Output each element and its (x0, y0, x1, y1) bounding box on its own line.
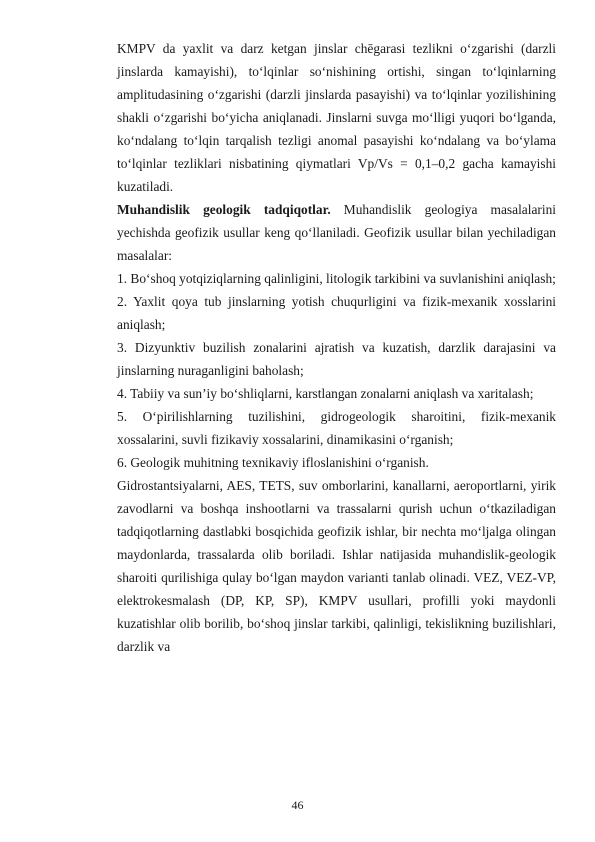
page-number: 46 (291, 798, 304, 812)
list-item-2: 2. Yaxlit qoya tub jinslarning yotish chuqurligini va fizik-mexanik xosslarini aniqlash; (117, 294, 556, 332)
paragraph-construction-surveys (117, 474, 556, 658)
list-item-1: 1. Bo‘shoq yotqiziqlarning qalinligini, litologik tarkibini va suvlanishini aniqlash; (117, 271, 556, 286)
list-item-4: 4. Tabiiy va sun’iy bo‘shliqlarni, karstlangan zonalarni aniqlash va xaritalash; (117, 386, 534, 401)
list-item-6: 6. Geologik muhitning texnikaviy ifloslanishini o‘rganish. (117, 455, 429, 470)
list-item (117, 267, 556, 290)
list-item-3: 3. Dizyunktiv buzilish zonalarini ajratish va kuzatish, darzlik darajasini va jinslarning nuraganligini baholash; (117, 340, 556, 378)
paragraph-engineering-geology (117, 198, 556, 267)
list-item (117, 336, 556, 382)
paragraph-kmpv-text: KMPV da yaxlit va darz ketgan jinslar chēgarasi tezlikni o‘zgarishi (darzli jinslarda kamayishi), to‘lqinlar so‘nishining ortishi, singan to‘lqinlarning amplitudasining o‘zgarishi (darzli jinslarda pasayishi) va to‘lqinlar yozilishining shakli o‘zgarishi bo‘yicha aniqlanadi. Jinslarni suvga mo‘lligi yuqori bo‘lganda, ko‘ndalang to‘lqin tarqalish tezligi anomal pasayishi ko‘ndalang va bo‘ylama to‘lqinlar tezliklari nisbatining qiymatlari Vp/Vs = 0,1–0,2 gacha kamayishi kuzatiladi. (117, 41, 556, 194)
list-item-5: 5. O‘pirilishlarning tuzilishini, gidrogeologik sharoitini, fizik-mexanik xossalarini, suvli fizikaviy xossalarini, dinamikasini o‘rganish; (117, 409, 556, 447)
paragraph-kmpv (117, 37, 556, 198)
paragraph-construction-surveys-text: Gidrostantsiyalarni, AES, TETS, suv omborlarini, kanallarni, aeroportlarni, yirik zavodlarni va boshqa inshootlarni va trassalarni qurish uchun o‘tkaziladigan tadqiqotlarning dastlabki bosqichida geofizik ishlar, bir nechta mo‘ljalga olingan maydonlarda, trassalarda olib boriladi. Ishlar natijasida muhandislik-geologik sharoiti qurilishiga qulay bo‘lgan maydon varianti tanlab olinadi. VEZ, VEZ-VP, elektrokesmalash (DP, KP, SP), KMPV usullari, profilli yoki maydonli kuzatishlar olib borilib, bo‘shoq jinslar tarkibi, qalinligi, tekislikning buzilishlari, darzlik va (117, 478, 556, 654)
body-text (117, 37, 556, 658)
section-heading-body: Muhandislik geologiya masalalarini yechishda geofizik usullar keng qo‘llaniladi. Geofizik usullar bilan yechiladigan masalalar: (117, 202, 556, 263)
section-heading: Muhandislik geologik tadqiqotlar. (117, 202, 331, 217)
list-item (117, 451, 556, 474)
list-item (117, 405, 556, 451)
list-item (117, 290, 556, 336)
list-item (117, 382, 556, 405)
